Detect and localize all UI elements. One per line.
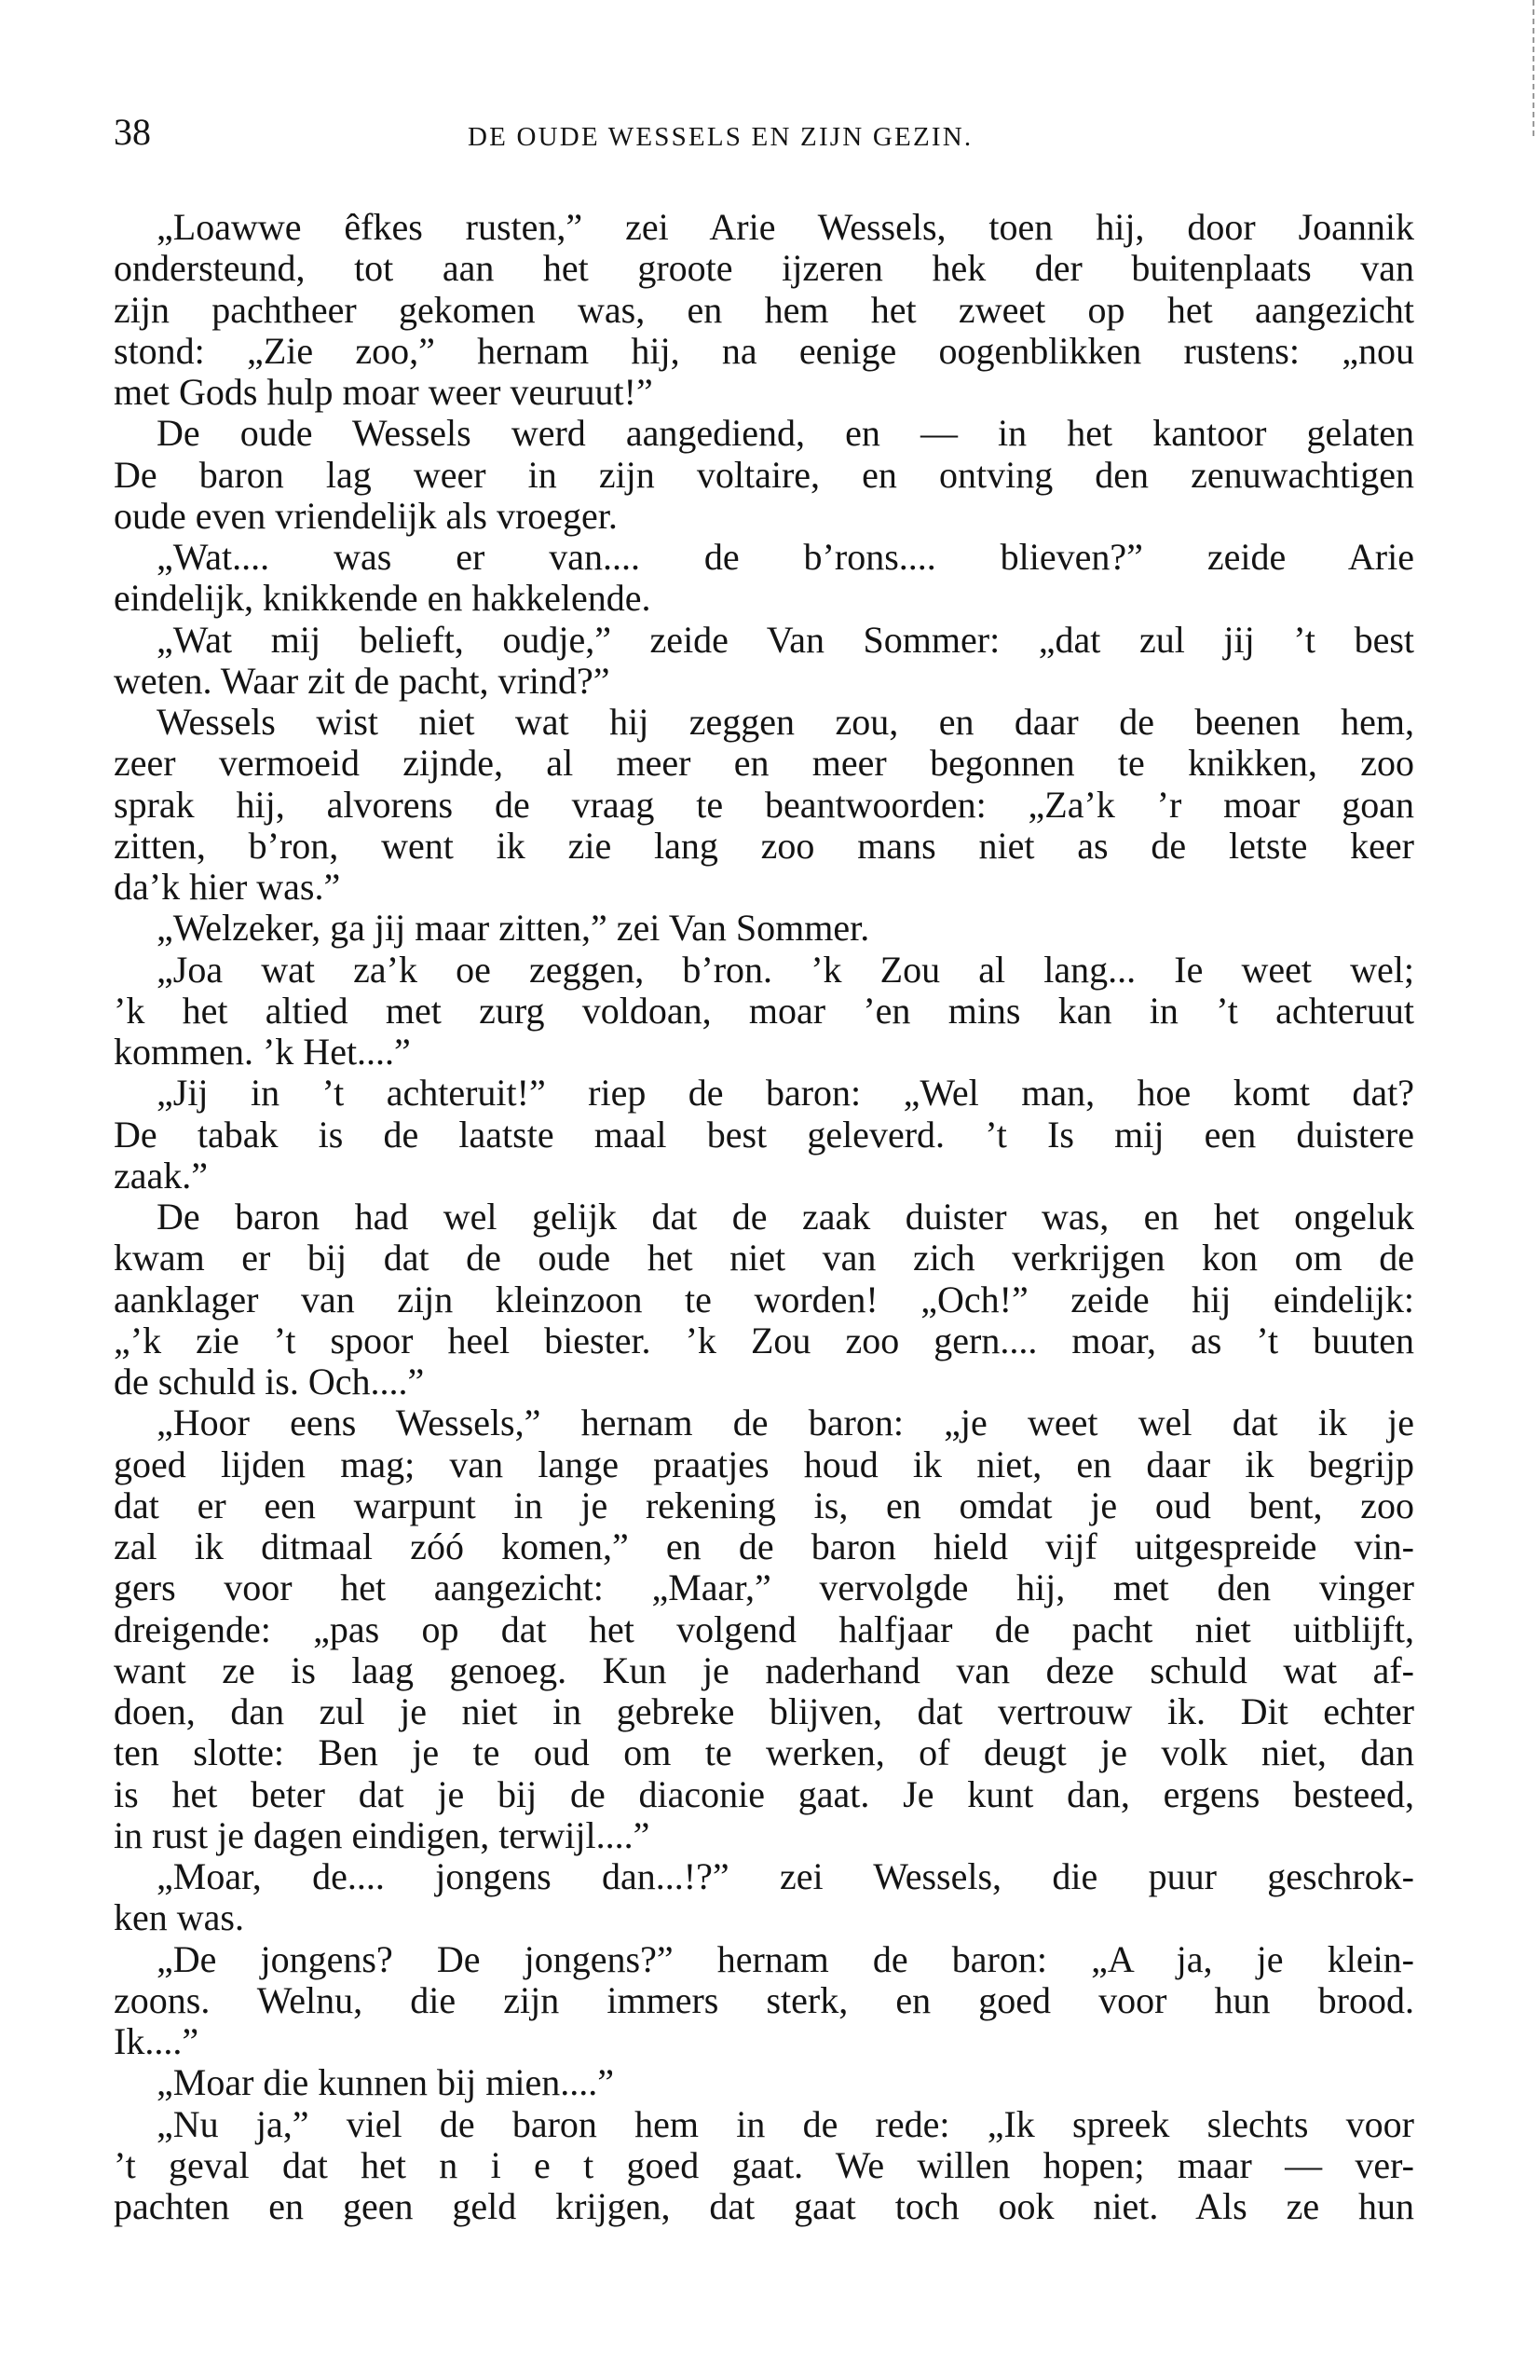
text-line: ’k het altied met zurg voldoan, moar ’en mins kan in ’t achteruut bbox=[114, 989, 1414, 1032]
text-line: De oude Wessels werd aangediend, en — in het kantoor gelaten bbox=[157, 412, 1414, 455]
text-line: „De jongens? De jongens?” hernam de baron: „A ja, je klein- bbox=[157, 1937, 1414, 1980]
text-line: „Moar die kunnen bij mien....” bbox=[157, 2061, 614, 2104]
text-line: aanklager van zijn kleinzoon te worden! „Och!” zeide hij eindelijk: bbox=[114, 1278, 1414, 1320]
text-line: ken was. bbox=[114, 1896, 244, 1939]
text-line: „Nu ja,” viel de baron hem in de rede: „Ik spreek slechts voor bbox=[157, 2102, 1414, 2145]
text-line: weten. Waar zit de pacht, vrind?” bbox=[114, 659, 610, 702]
text-line: dreigende: „pas op dat het volgend halfjaar de pacht niet uitblijft, bbox=[114, 1607, 1414, 1650]
text-line: in rust je dagen eindigen, terwijl....” bbox=[114, 1813, 650, 1856]
text-line: met Gods hulp moar weer veuruut!” bbox=[114, 371, 653, 413]
text-line: „’k zie ’t spoor heel biester. ’k Zou zoo gern.... moar, as ’t buuten bbox=[114, 1319, 1414, 1361]
text-line: zoons. Welnu, die zijn immers sterk, en goed voor hun brood. bbox=[114, 1978, 1414, 2021]
text-line: kommen. ’k Het....” bbox=[114, 1031, 411, 1073]
text-line: „Hoor eens Wessels,” hernam de baron: „je weet wel dat ik je bbox=[157, 1402, 1414, 1444]
text-line: zitten, b’ron, went ik zie lang zoo mans niet as de letste keer bbox=[114, 824, 1414, 867]
body-text bbox=[114, 207, 1414, 2227]
text-line: doen, dan zul je niet in gebreke blijven, dat vertrouw ik. Dit echter bbox=[114, 1690, 1414, 1732]
text-line: „Welzeker, ga jij maar zitten,” zei Van Sommer. bbox=[157, 907, 870, 950]
text-line: zeer vermoeid zijnde, al meer en meer begonnen te knikken, zoo bbox=[114, 742, 1414, 785]
text-line: oude even vriendelijk als vroeger. bbox=[114, 494, 618, 537]
text-line: ten slotte: Ben je te oud om te werken, of deugt je volk niet, dan bbox=[114, 1731, 1414, 1774]
text-line: „Jij in ’t achteruit!” riep de baron: „Wel man, hoe komt dat? bbox=[157, 1072, 1414, 1115]
text-line: De baron lag weer in zijn voltaire, en ontving den zenuwachtigen bbox=[114, 453, 1414, 496]
text-line: „Moar, de.... jongens dan...!?” zei Wessels, die puur geschrok- bbox=[157, 1855, 1414, 1897]
text-line: Ik....” bbox=[114, 2020, 199, 2062]
text-line: stond: „Zie zoo,” hernam hij, na eenige oogenblikken rustens: „nou bbox=[114, 329, 1414, 372]
text-line: „Wat.... was er van.... de b’rons.... blieven?” zeide Arie bbox=[157, 536, 1414, 578]
text-line: want ze is laag genoeg. Kun je naderhand van deze schuld wat af- bbox=[114, 1648, 1414, 1691]
running-title: DE OUDE WESSELS EN ZIJN GEZIN. bbox=[468, 122, 974, 152]
text-line: is het beter dat je bij de diaconie gaat. Je kunt dan, ergens besteed, bbox=[114, 1772, 1414, 1815]
text-line: da’k hier was.” bbox=[114, 866, 341, 908]
text-line: „Loawwe êfkes rusten,” zei Arie Wessels, toen hij, door Joannik bbox=[157, 206, 1414, 248]
page-header bbox=[114, 104, 1427, 151]
text-line: ondersteund, tot aan het groote ijzeren hek der buitenplaats van bbox=[114, 247, 1414, 290]
text-line: dat er een warpunt in je rekening is, en omdat je oud bent, zoo bbox=[114, 1484, 1414, 1526]
text-line: zijn pachtheer gekomen was, en hem het zweet op het aangezicht bbox=[114, 288, 1414, 331]
text-line: pachten en geen geld krijgen, dat gaat toch ook niet. Als ze hun bbox=[114, 2185, 1414, 2227]
text-line: kwam er bij dat de oude het niet van zich verkrijgen kon om de bbox=[114, 1237, 1414, 1279]
text-line: eindelijk, knikkende en hakkelende. bbox=[114, 577, 651, 620]
text-line: De tabak is de laatste maal best geleverd. ’t Is mij een duistere bbox=[114, 1113, 1414, 1156]
page-number: 38 bbox=[114, 111, 151, 153]
text-line: Wessels wist niet wat hij zeggen zou, en daar de beenen hem, bbox=[157, 701, 1414, 743]
text-line: sprak hij, alvorens de vraag te beantwoorden: „Za’k ’r moar goan bbox=[114, 783, 1414, 826]
text-line: gers voor het aangezicht: „Maar,” vervolgde hij, met den vinger bbox=[114, 1566, 1414, 1609]
page-edge-mark bbox=[1531, 0, 1536, 140]
text-line: zal ik ditmaal zóó komen,” en de baron hield vijf uitgespreide vin- bbox=[114, 1525, 1414, 1567]
text-line: de schuld is. Och....” bbox=[114, 1361, 425, 1402]
text-line: zaak.” bbox=[114, 1154, 209, 1197]
text-line: De baron had wel gelijk dat de zaak duister was, en het ongeluk bbox=[157, 1196, 1414, 1238]
text-line: „Wat mij belieft, oudje,” zeide Van Sommer: „dat zul jij ’t best bbox=[157, 618, 1414, 661]
text-line: „Joa wat za’k oe zeggen, b’ron. ’k Zou al lang... Ie weet wel; bbox=[157, 948, 1414, 991]
text-line: ’t geval dat het n i e t goed gaat. We willen hopen; maar — ver- bbox=[114, 2143, 1414, 2186]
text-line: goed lijden mag; van lange praatjes houd ik niet, en daar ik begrijp bbox=[114, 1443, 1414, 1485]
